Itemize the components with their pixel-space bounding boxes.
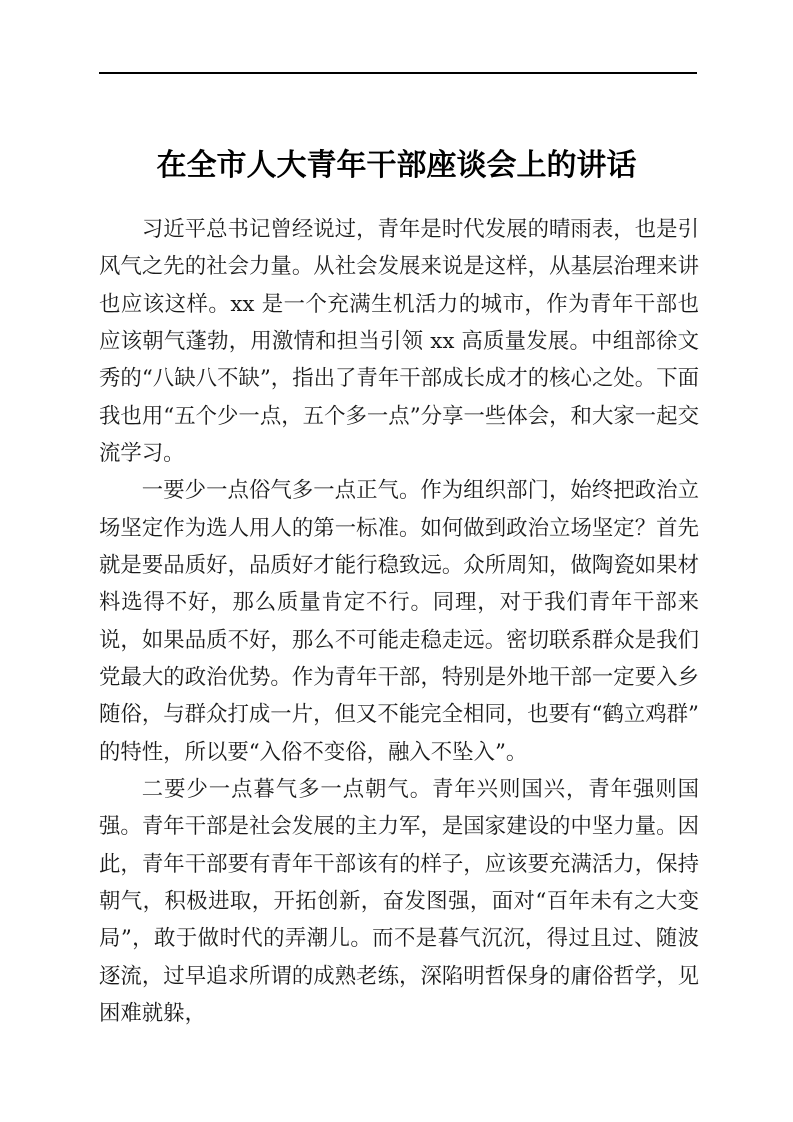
header-rule [99,72,697,74]
document-title: 在全市人大青年干部座谈会上的讲话 [156,149,637,182]
paragraph: 习近平总书记曾经说过，青年是时代发展的晴雨表，也是引风气之先的社会力量。从社会发展来说是这样，从基层治理来讲也应该这样。xx 是一个充满生机活力的城市，作为青年干部也应该朝气蓬勃，用激情和担当引领 xx 高质量发展。中组部徐文秀的“八缺八不缺”，指出了青年干部成长成才的核心之处。下面我也用“五个少一点，五个多一点”分享一些体会，和大家一起交流学习。 [99,217,699,466]
paragraph: 一要少一点俗气多一点正气。作为组织部门，始终把政治立场坚定作为选人用人的第一标准。如何做到政治立场坚定？首先就是要品质好，品质好才能行稳致远。众所周知，做陶瓷如果材料选得不好，那么质量肯定不行。同理，对于我们青年干部来说，如果品质不好，那么不可能走稳走远。密切联系群众是我们党最大的政治优势。作为青年干部，特别是外地干部一定要入乡随俗，与群众打成一片，但又不能完全相同，也要有“鹤立鸡群”的特性，所以要“入俗不变俗，融入不坠入”。 [99,478,699,765]
document-body [99,211,699,1032]
paragraph: 二要少一点暮气多一点朝气。青年兴则国兴，青年强则国强。青年干部是社会发展的主力军，是国家建设的中坚力量。因此，青年干部要有青年干部该有的样子，应该要充满活力，保持朝气，积极进取，开拓创新，奋发图强，面对“百年未有之大变局”，敢于做时代的弄潮儿。而不是暮气沉沉，得过且过、随波逐流，过早追求所谓的成熟老练，深陷明哲保身的庸俗哲学，见困难就躲， [99,776,699,1026]
